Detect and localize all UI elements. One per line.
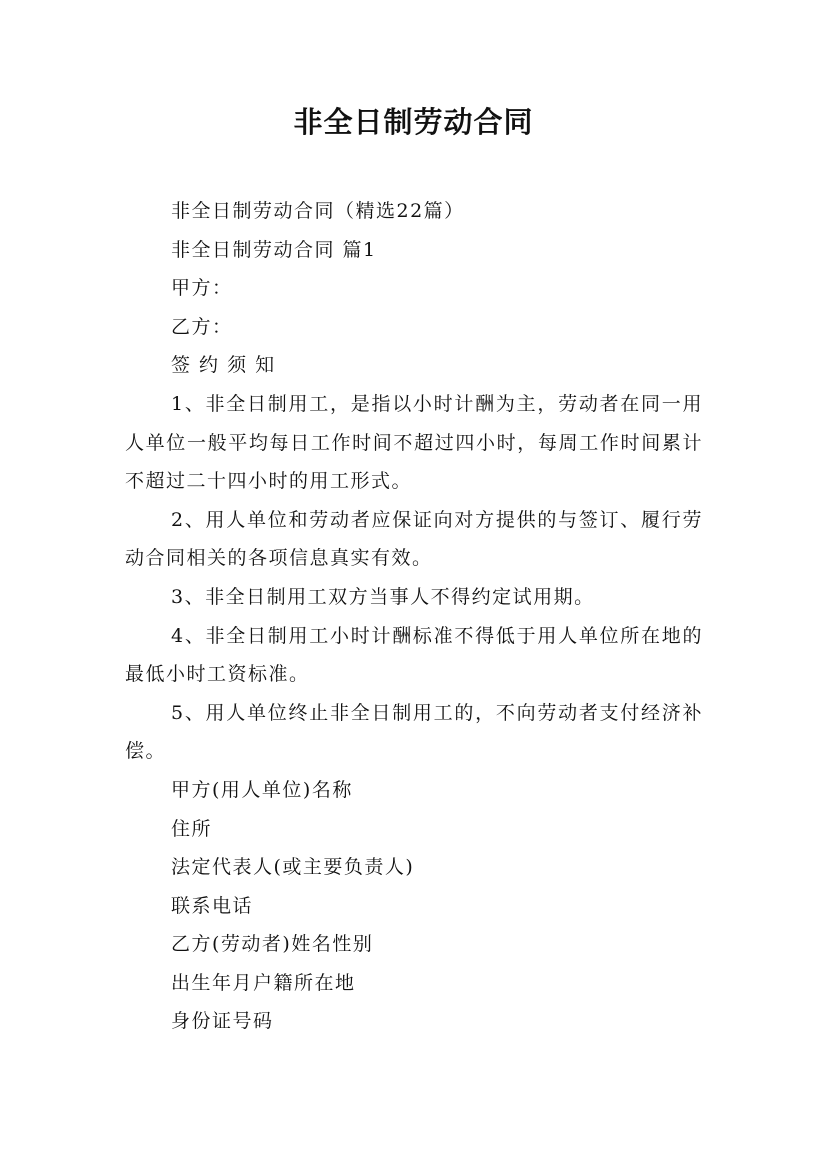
- party-a-line: 甲方：: [171, 277, 233, 300]
- section-heading: 非全日制劳动合同 篇1: [171, 238, 377, 261]
- notice-item-5: 5、用人单位终止非全日制用工的，不向劳动者支付经济补偿。: [125, 701, 703, 763]
- worker-name-gender-field: 乙方(劳动者)姓名性别: [171, 933, 374, 956]
- party-b-line: 乙方：: [171, 315, 233, 338]
- document-body: [125, 192, 703, 1041]
- phone-field: 联系电话: [171, 894, 254, 917]
- subtitle-line: 非全日制劳动合同（精选22篇）: [171, 200, 465, 222]
- notice-item-3: 3、非全日制用工双方当事人不得约定试用期。: [171, 585, 595, 608]
- document-title: 非全日制劳动合同: [293, 105, 534, 139]
- notice-item-2: 2、用人单位和劳动者应保证向对方提供的与签订、履行劳动合同相关的各项信息真实有效。: [125, 508, 703, 570]
- address-field: 住所: [171, 817, 213, 840]
- notice-item-1: 1、非全日制用工，是指以小时计酬为主，劳动者在同一用人单位一般平均每日工作时间不超过四小时，每周工作时间累计不超过二十四小时的用工形式。: [125, 392, 703, 493]
- id-number-field: 身份证号码: [171, 1010, 274, 1033]
- signing-notice-heading: 签 约 须 知: [171, 354, 276, 377]
- employer-name-field: 甲方(用人单位)名称: [171, 778, 353, 801]
- legal-representative-field: 法定代表人(或主要负责人): [171, 856, 415, 879]
- notice-item-4: 4、非全日制用工小时计酬标准不得低于用人单位所在地的最低小时工资标准。: [125, 624, 703, 686]
- birth-household-field: 出生年月户籍所在地: [171, 971, 356, 994]
